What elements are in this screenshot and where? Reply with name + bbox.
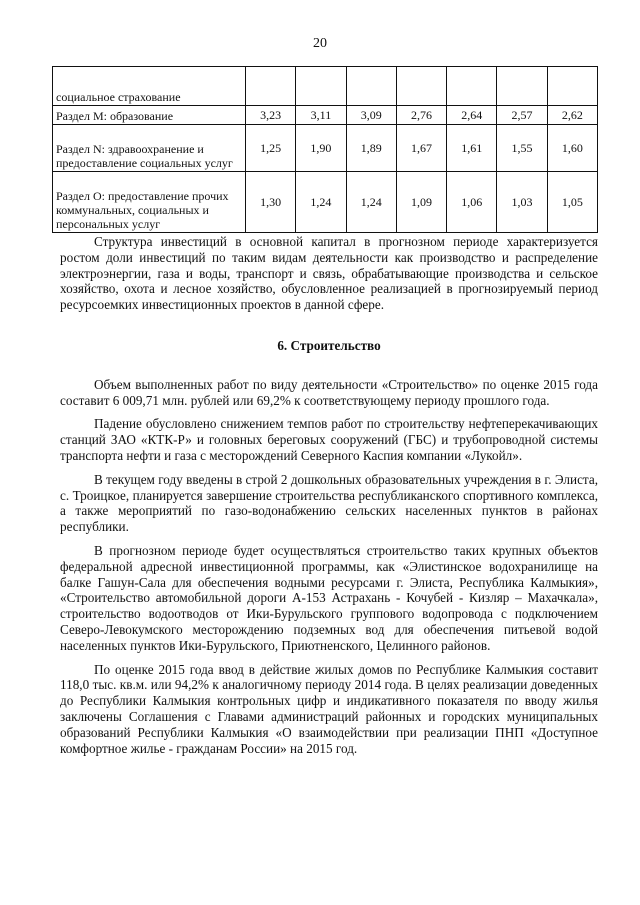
table-cell: 1,24	[296, 172, 346, 233]
table-row	[53, 172, 598, 233]
table-cell: 1,06	[447, 172, 497, 233]
table-row	[53, 67, 598, 106]
paragraph: Объем выполненных работ по виду деятельности «Строительство» по оценке 2015 года составит 6 009,71 млн. рублей или 69,2% к соответствующему периоду прошлого года.	[60, 376, 598, 408]
table-cell: 1,67	[396, 125, 446, 172]
paragraph: По оценке 2015 года ввод в действие жилых домов по Республике Калмыкия составит 118,0 тыс. кв.м. или 94,2% к аналогичному периоду 2014 года. В целях реализации доведенных до Республики Калмыкия контрольных цифр и индикативного показателя по вводу жилья заключены Соглашения с Главами администраций районных и городских муниципальных образований Республики Калмыкия «О взаимодействии при реализации ПНП «Доступное комфортное жилье - гражданам России» на 2015 год.	[60, 661, 598, 756]
row-label: Раздел N: здравоохранение и предоставление социальных услуг	[53, 125, 246, 172]
paragraph: В прогнозном периоде будет осуществляться строительство таких крупных объектов федеральной адресной инвестиционной программы, как «Элистинское водохранилище на балке Гашун-Сала для обеспечения водными ресурсами г. Элиста, Республика Калмыкия», «Строительство автомобильной дороги А-153 Астрахань - Кочубей - Кизляр – Махачкала», строительство водоотводов от Ики-Бурульского группового водопровода с подключением Северо-Левокумского месторождению подземных вод для обеспечения питьевой водой населенных пунктов Ики-Бурульского, Приютненского, Целинного районов.	[60, 542, 598, 653]
table-cell: 1,03	[497, 172, 547, 233]
table-cell: 1,90	[296, 125, 346, 172]
table-cell: 2,57	[497, 106, 547, 125]
table-cell	[497, 67, 547, 106]
table-cell	[296, 67, 346, 106]
table-cell	[547, 67, 597, 106]
page-number: 20	[313, 36, 327, 51]
row-label: Раздел О: предоставление прочих коммунальных, социальных и персональных услуг	[53, 172, 246, 233]
table-cell: 1,60	[547, 125, 597, 172]
table-cell	[246, 67, 296, 106]
investment-structure-table	[52, 66, 598, 233]
table-cell: 1,09	[396, 172, 446, 233]
paragraph-investment-structure: Структура инвестиций в основной капитал в прогнозном периоде характеризуется ростом доли инвестиций по таким видам деятельности как производство и распределение электроэнергии, газа и воды, транспорт и связь, обрабатывающие производства и сельское хозяйство, охота и лесное хозяйство, обусловленное реализацией в прогнозируемый период ресурсоемких инвестиционных проектов в данной сфере.	[60, 234, 598, 313]
paragraph: Падение обусловлено снижением темпов работ по строительству нефтеперекачивающих станций ЗАО «КТК-Р» и головных береговых сооружений (ГБС) и трубопроводной системы транспорта нефти и газа с месторождений Северного Каспия компании «Лукойл».	[60, 416, 598, 463]
table-cell: 1,61	[447, 125, 497, 172]
table-row	[53, 125, 598, 172]
table-row	[53, 106, 598, 125]
table-cell	[447, 67, 497, 106]
table-cell	[396, 67, 446, 106]
table-cell: 1,89	[346, 125, 396, 172]
table-cell	[346, 67, 396, 106]
row-label: Раздел М: образование	[53, 106, 246, 125]
table-cell: 3,11	[296, 106, 346, 125]
row-label: социальное страхование	[53, 67, 246, 106]
table-cell: 1,30	[246, 172, 296, 233]
document-body	[60, 234, 598, 756]
table-cell: 2,76	[396, 106, 446, 125]
section-heading: 6. Строительство	[277, 337, 381, 353]
table-cell: 1,24	[346, 172, 396, 233]
table-cell: 1,55	[497, 125, 547, 172]
table-cell: 2,64	[447, 106, 497, 125]
table-cell: 2,62	[547, 106, 597, 125]
paragraph: В текущем году введены в строй 2 дошкольных образовательных учреждения в г. Элиста, с. Троицкое, планируется завершение строительства республиканского спортивного комплекса, а также мероприятий по газо-водонабжению сельских населенных пунктов в районах республики.	[60, 471, 598, 535]
table-cell: 1,25	[246, 125, 296, 172]
table-cell: 3,23	[246, 106, 296, 125]
table-cell: 1,05	[547, 172, 597, 233]
table-cell: 3,09	[346, 106, 396, 125]
